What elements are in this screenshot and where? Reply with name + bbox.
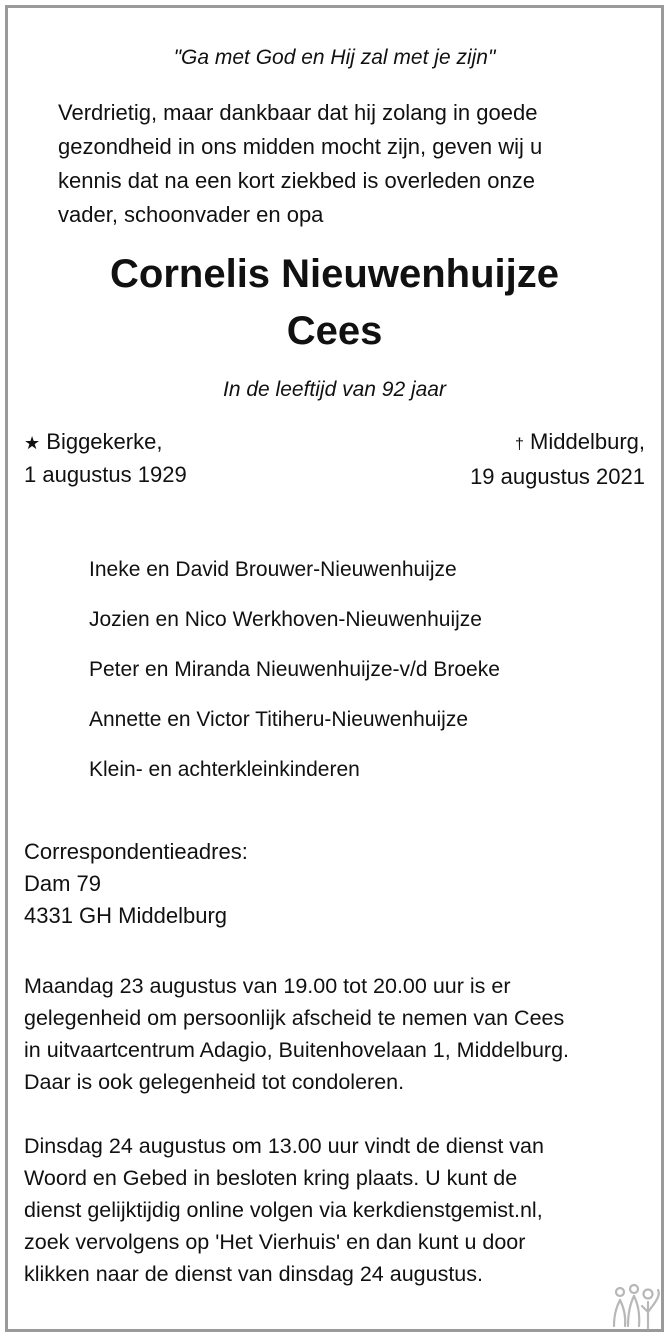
age-text: In de leeftijd van 92 jaar [223, 378, 446, 401]
paragraph-line: Woord en Gebed in besloten kring plaats. U kunt de [24, 1166, 518, 1190]
correspondence-address [24, 836, 248, 932]
deceased-nickname: Cees [286, 309, 383, 353]
intro-line: vader, schoonvader en opa [58, 202, 324, 227]
star-icon: ★ [24, 433, 41, 453]
family-member: Ineke en David Brouwer-Nieuwenhuijze [89, 558, 457, 581]
paragraph-line: Daar is ook gelegenheid tot condoleren. [24, 1070, 405, 1094]
paragraph-line: in uitvaartcentrum Adagio, Buitenhovelaan 1, Middelburg. [24, 1038, 570, 1062]
family-member: Peter en Miranda Nieuwenhuijze-v/d Broeke [89, 658, 500, 681]
death-date: 19 augustus 2021 [470, 464, 645, 489]
farewell-paragraph [24, 970, 569, 1098]
death-info [470, 426, 645, 493]
family-tree-icon [606, 1282, 664, 1330]
paragraph-line: gelegenheid om persoonlijk afscheid te nemen van Cees [24, 1006, 565, 1030]
family-member: Jozien en Nico Werkhoven-Nieuwenhuijze [89, 608, 482, 631]
address-city: 4331 GH Middelburg [24, 903, 228, 928]
address-label: Correspondentieadres: [24, 839, 248, 864]
intro-line: kennis dat na een kort ziekbed is overleden onze [58, 168, 535, 193]
family-member: Annette en Victor Titiheru-Nieuwenhuijze [89, 708, 468, 731]
deceased-name: Cornelis Nieuwenhuijze [110, 252, 559, 296]
birth-date: 1 augustus 1929 [24, 462, 187, 487]
intro-text [58, 96, 542, 232]
service-paragraph [24, 1130, 544, 1290]
cross-icon: † [515, 436, 524, 453]
paragraph-line: Maandag 23 augustus van 19.00 tot 20.00 uur is er [24, 974, 511, 998]
birth-place: Biggekerke, [46, 429, 163, 454]
quote-text: "Ga met God en Hij zal met je zijn" [173, 46, 496, 69]
intro-line: Verdrietig, maar dankbaar dat hij zolang in goede [58, 100, 538, 125]
intro-line: gezondheid in ons midden mocht zijn, geven wij u [58, 134, 543, 159]
death-place: Middelburg, [530, 429, 645, 454]
paragraph-line: dienst gelijktijdig online volgen via kerkdienstgemist.nl, [24, 1198, 543, 1222]
family-member: Klein- en achterkleinkinderen [89, 758, 360, 781]
birth-info [24, 426, 187, 491]
paragraph-line: klikken naar de dienst van dinsdag 24 augustus. [24, 1262, 483, 1286]
paragraph-line: zoek vervolgens op 'Het Vierhuis' en dan kunt u door [24, 1230, 526, 1254]
address-street: Dam 79 [24, 871, 102, 896]
paragraph-line: Dinsdag 24 augustus om 13.00 uur vindt de dienst van [24, 1134, 544, 1158]
